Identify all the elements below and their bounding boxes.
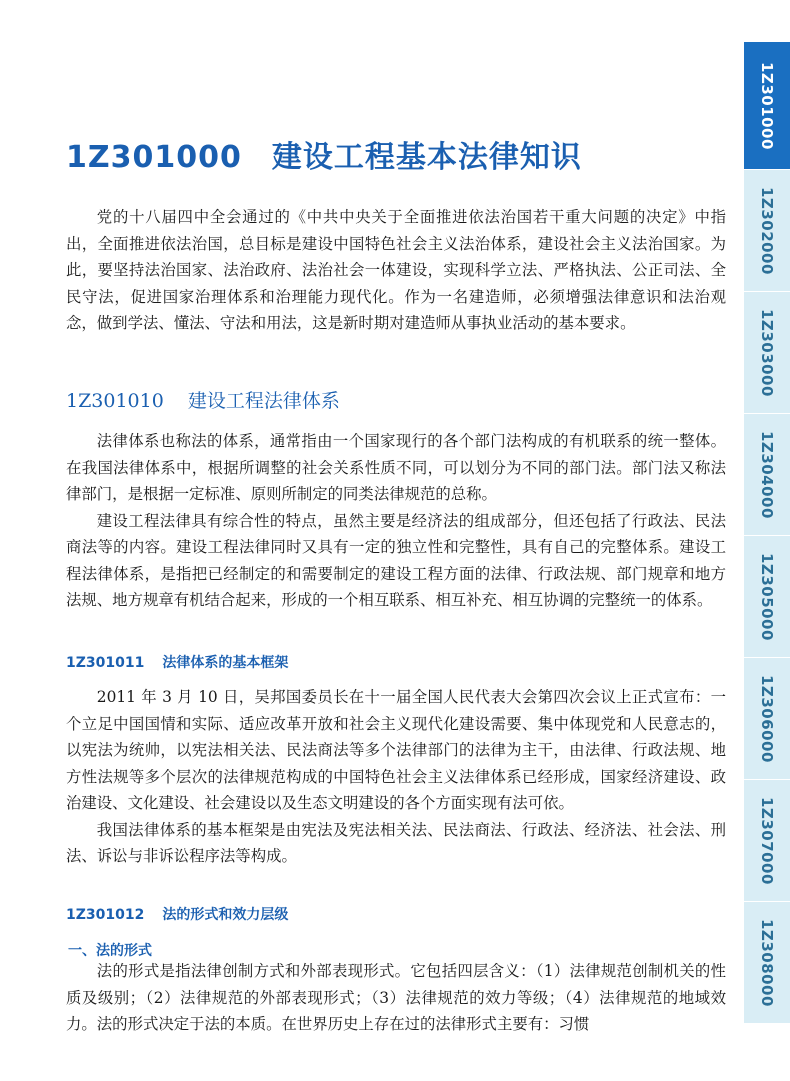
section-paragraph-2: 建设工程法律具有综合性的特点，虽然主要是经济法的组成部分，但还包括了行政法、民法商法等的内容。建设工程法律同时又具有一定的独立性和完整性，具有自己的完整体系。建设工程法律体系，是指把已经制定的和需要制定的建设工程方面的法律、行政法规、部门规章和地方法规、地方规章有机结合起来，形成的一个相互联系、相互补充、相互协调的完整统一的体系。 <box>66 511 726 609</box>
tab-1z303000[interactable] <box>744 292 790 414</box>
subsection-1012-title <box>66 904 288 924</box>
subsection-1011-paragraph-1: 2011 年 3 月 10 日，吴邦国委员长在十一届全国人民代表大会第四次会议上正式宣布：一个立足中国国情和实际、适应改革开放和社会主义现代化建设需要、集中体现党和人民意志的，以宪法为统帅，以宪法相关法、民法商法等多个法律部门的法律为主干，由法律、行政法规、地方性法规等多个层次的法律规范构成的中国特色社会主义法律体系已经形成，国家经济建设、政治建设、文化建设、社会建设以及生态文明建设的各个方面实现有法可依。 <box>66 688 726 812</box>
subsection-1012-name: 法的形式和效力层级 <box>162 907 289 923</box>
tab-label: 1Z302000 <box>758 186 776 275</box>
subsection-1012-paragraph: 法的形式是指法律创制方式和外部表现形式。它包括四层含义：（1）法律规范创制机关的性质及级别；（2）法律规范的外部表现形式；（3）法律规范的效力等级；（4）法律规范的地域效力。法的形式决定于法的本质。在世界历史上存在过的法律形式主要有：习惯 <box>66 962 726 1033</box>
subsection-1011-title <box>66 652 288 672</box>
section-body <box>66 428 726 614</box>
chapter-name: 建设工程基本法律知识 <box>271 140 582 175</box>
tab-label: 1Z305000 <box>758 552 776 641</box>
section-code: 1Z301010 <box>66 390 164 412</box>
chapter-intro-paragraph: 党的十八届四中全会通过的《中共中央关于全面推进依法治国若干重大问题的决定》中指出，全面推进依法治国，总目标是建设中国特色社会主义法治体系，建设社会主义法治国家。为此，要坚持法治国家、法治政府、法治社会一体建设，实现科学立法、严格执法、公正司法、全民守法，促进国家治理体系和治理能力现代化。作为一名建造师，必须增强法律意识和法治观念，做到学法、懂法、守法和用法，这是新时期对建造师从事执业活动的基本要求。 <box>66 208 726 332</box>
tab-1z308000[interactable] <box>744 902 790 1024</box>
section-paragraph-1: 法律体系也称法的体系，通常指由一个国家现行的各个部门法构成的有机联系的统一整体。在我国法律体系中，根据所调整的社会关系性质不同，可以划分为不同的部门法。部门法又称法律部门，是根据一定标准、原则所制定的同类法律规范的总称。 <box>66 432 726 503</box>
tab-label: 1Z306000 <box>758 674 776 763</box>
section-title <box>66 386 340 413</box>
tab-1z304000[interactable] <box>744 414 790 536</box>
tab-label: 1Z301000 <box>758 61 776 150</box>
tab-1z306000[interactable] <box>744 658 790 780</box>
section-name: 建设工程法律体系 <box>187 390 340 412</box>
tab-1z302000[interactable] <box>744 170 790 292</box>
tab-label: 1Z304000 <box>758 430 776 519</box>
subsection-1011-paragraph-2: 我国法律体系的基本框架是由宪法及宪法相关法、民法商法、行政法、经济法、社会法、刑法、诉讼与非诉讼程序法等构成。 <box>66 820 726 865</box>
chapter-code: 1Z301000 <box>66 140 242 175</box>
tab-label: 1Z307000 <box>758 796 776 885</box>
chapter-tab-strip <box>744 42 790 1024</box>
tab-label: 1Z308000 <box>758 918 776 1007</box>
subsection-1011-body <box>66 684 726 870</box>
tab-1z301000[interactable] <box>744 42 790 170</box>
tab-label: 1Z303000 <box>758 308 776 397</box>
subsection-1012-body <box>66 958 726 1038</box>
subsection-1011-code: 1Z301011 <box>66 655 145 671</box>
chapter-title <box>66 132 582 176</box>
law-form-heading: 一、法的形式 <box>68 943 152 959</box>
subsection-1012-code: 1Z301012 <box>66 907 145 923</box>
tab-1z307000[interactable] <box>744 780 790 902</box>
subsection-1011-name: 法律体系的基本框架 <box>162 655 289 671</box>
tab-1z305000[interactable] <box>744 536 790 658</box>
